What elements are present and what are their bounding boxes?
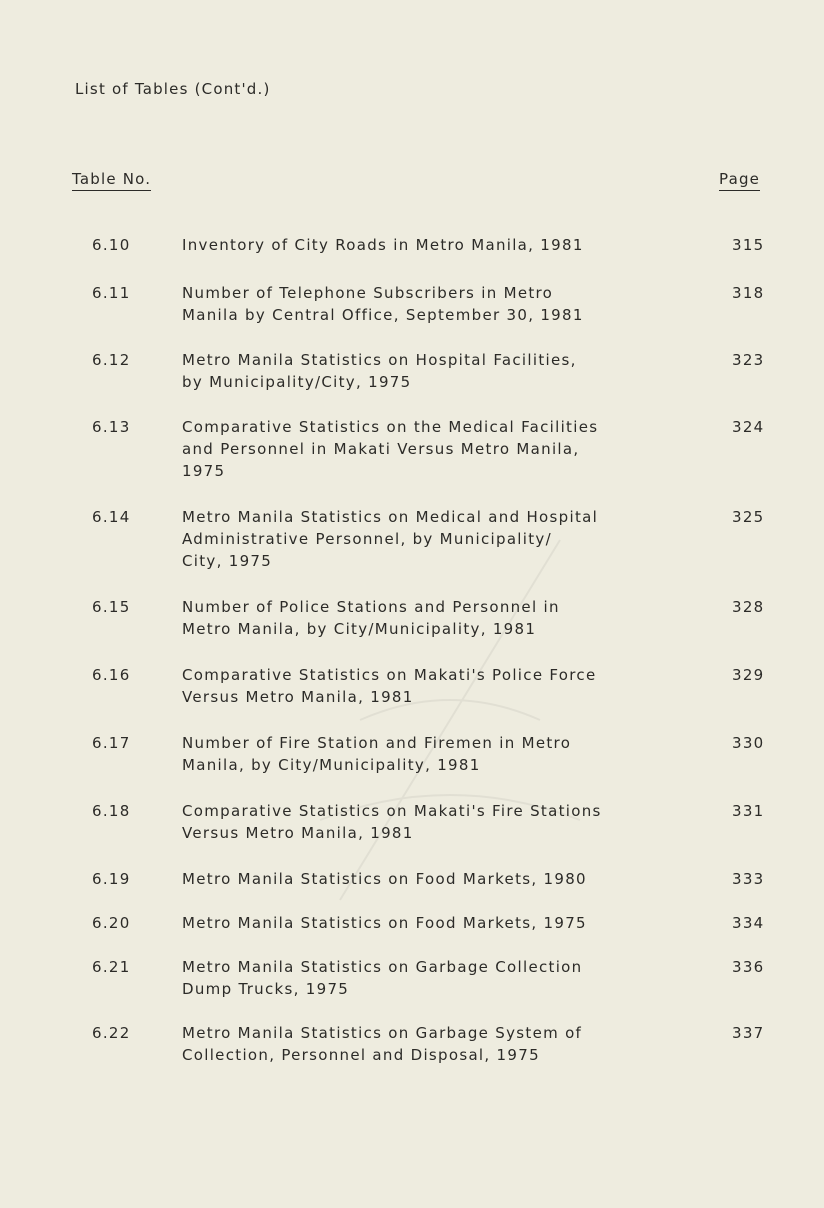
entry-page: 324 [732, 418, 765, 436]
entry-number: 6.14 [92, 508, 131, 526]
entry-title: Metro Manila Statistics on Food Markets, 1975 [182, 914, 587, 932]
entry-number: 6.20 [92, 914, 131, 932]
entry-page: 331 [732, 802, 765, 820]
entry-title: Number of Telephone Subscribers in Metro Manila by Central Office, September 30, 1981 [182, 284, 584, 324]
entry-number: 6.19 [92, 870, 131, 888]
entry-title: Comparative Statistics on Makati's Police Force Versus Metro Manila, 1981 [182, 666, 597, 706]
entry-page: 325 [732, 508, 765, 526]
entry-title: Comparative Statistics on Makati's Fire Stations Versus Metro Manila, 1981 [182, 802, 602, 842]
entry-title: Metro Manila Statistics on Garbage Collection Dump Trucks, 1975 [182, 958, 583, 998]
entry-page: 333 [732, 870, 765, 888]
entry-number: 6.17 [92, 734, 131, 752]
entry-number: 6.12 [92, 351, 131, 369]
entry-number: 6.11 [92, 284, 131, 302]
entry-number: 6.22 [92, 1024, 131, 1042]
entry-page: 328 [732, 598, 765, 616]
entry-page: 337 [732, 1024, 765, 1042]
entry-page: 330 [732, 734, 765, 752]
entry-title: Number of Police Stations and Personnel in Metro Manila, by City/Municipality, 1981 [182, 598, 560, 638]
entry-page: 318 [732, 284, 765, 302]
entry-page: 323 [732, 351, 765, 369]
entry-title: Number of Fire Station and Firemen in Metro Manila, by City/Municipality, 1981 [182, 734, 572, 774]
watermark-seal-icon [300, 520, 600, 920]
column-header-table-no: Table No. [72, 170, 151, 191]
entry-page: 315 [732, 236, 765, 254]
entry-number: 6.21 [92, 958, 131, 976]
entry-number: 6.10 [92, 236, 131, 254]
entry-number: 6.15 [92, 598, 131, 616]
entry-page: 336 [732, 958, 765, 976]
entry-title: Metro Manila Statistics on Food Markets, 1980 [182, 870, 587, 888]
entry-page: 329 [732, 666, 765, 684]
page-heading: List of Tables (Cont'd.) [75, 80, 271, 98]
entry-title: Metro Manila Statistics on Garbage System of Collection, Personnel and Disposal, 1975 [182, 1024, 583, 1064]
column-header-page: Page [719, 170, 760, 191]
entry-title: Metro Manila Statistics on Medical and Hospital Administrative Personnel, by Municipality/ City, 1975 [182, 508, 599, 570]
entry-number: 6.13 [92, 418, 131, 436]
entry-page: 334 [732, 914, 765, 932]
entry-number: 6.16 [92, 666, 131, 684]
entry-number: 6.18 [92, 802, 131, 820]
entry-title: Inventory of City Roads in Metro Manila, 1981 [182, 236, 584, 254]
entry-title: Metro Manila Statistics on Hospital Facilities, by Municipality/City, 1975 [182, 351, 577, 391]
entry-title: Comparative Statistics on the Medical Facilities and Personnel in Makati Versus Metro Manila, 1975 [182, 418, 599, 480]
